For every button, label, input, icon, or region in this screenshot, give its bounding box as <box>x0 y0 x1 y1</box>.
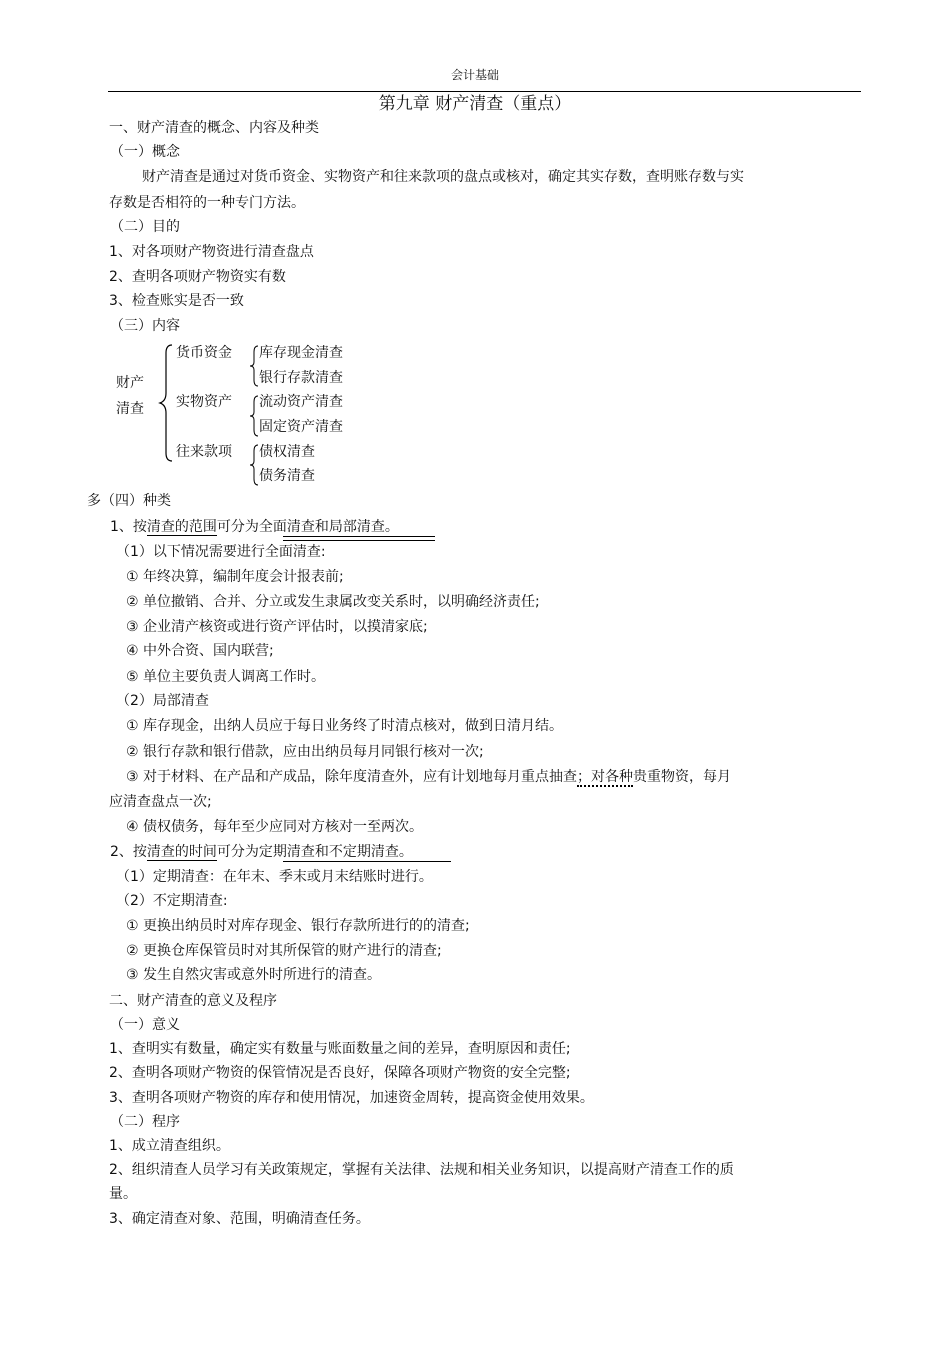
list-item: ④ 中外合资、国内联营; <box>126 643 274 659</box>
subsection-heading: 多（四）种类 <box>87 493 171 509</box>
list-item: ③ 发生自然灾害或意外时所进行的清查。 <box>126 967 381 983</box>
underlined-text: 清查的范围 <box>146 519 217 535</box>
list-item: ③ 企业清产核资或进行资产评估时，以摸清家底; <box>126 619 428 635</box>
list-item-cont: 量。 <box>109 1186 137 1202</box>
diagram-leaf: 债务清查 <box>259 468 315 484</box>
list-item: ④ 债权债务，每年至少应同对方核对一至两次。 <box>126 819 423 835</box>
text-span: 清查和不定期清查。 <box>286 844 413 860</box>
subsection-heading: （二）目的 <box>110 219 180 235</box>
header-rule <box>108 91 861 92</box>
subsection-heading: （一）概念 <box>110 144 180 160</box>
diagram-leaf: 债权清查 <box>259 444 315 460</box>
left-brace-icon <box>249 443 259 487</box>
double-underline <box>283 536 435 541</box>
diagram-root-label: 清查 <box>116 401 144 417</box>
underline <box>283 861 451 862</box>
subitem-heading: （2）局部清查 <box>116 693 209 709</box>
section-heading: 二、财产清查的意义及程序 <box>109 993 277 1009</box>
diagram-category: 往来款项 <box>176 444 232 460</box>
diagram-leaf: 固定资产清查 <box>259 419 343 435</box>
subsection-heading: （二）程序 <box>110 1114 180 1130</box>
list-item: ② 银行存款和银行借款，应由出纳员每月同银行核对一次; <box>126 744 484 760</box>
left-brace-icon <box>249 394 259 438</box>
subitem-heading: （1）以下情况需要进行全面清查: <box>116 544 326 560</box>
underlined-text: 清查的时间 <box>146 844 217 860</box>
left-brace-icon <box>158 343 174 463</box>
classification-line <box>110 518 399 536</box>
diagram-root-label: 财产 <box>116 375 144 391</box>
diagram-category: 实物资产 <box>176 394 232 410</box>
list-item: 3、检查账实是否一致 <box>109 293 244 309</box>
text-span: ③ 对于材料、在产品和产成品，除年度清查外，应有计划地每月重点抽查 <box>126 769 577 785</box>
list-item: 3、查明各项财产物资的库存和使用情况，加速资金周转，提高资金使用效果。 <box>109 1090 594 1106</box>
list-item: 3、确定清查对象、范围，明确清查任务。 <box>109 1211 370 1227</box>
left-brace-icon <box>249 344 259 388</box>
dotted-underlined-text: ；对各种 <box>577 769 633 785</box>
subsection-heading: （三）内容 <box>110 318 180 334</box>
concept-text-cont: 存数是否相符的一种专门方法。 <box>109 195 305 211</box>
page-header: 会计基础 <box>450 68 499 82</box>
diagram-leaf: 库存现金清查 <box>259 345 343 361</box>
diagram-leaf: 银行存款清查 <box>259 370 343 386</box>
list-item: 1、查明实有数量，确定实有数量与账面数量之间的差异，查明原因和责任; <box>109 1041 571 1057</box>
list-item: ⑤ 单位主要负责人调离工作时。 <box>126 669 326 685</box>
list-item: 1、对各项财产物资进行清查盘点 <box>109 244 314 260</box>
list-item: ② 更换仓库保管员时对其所保管的财产进行的清查; <box>126 943 442 959</box>
text-span: 分为全 <box>230 519 273 535</box>
diagram-category: 货币资金 <box>176 345 232 361</box>
text-span: 可 <box>216 844 231 860</box>
list-item <box>126 768 731 786</box>
text-span: 贵重物资，每月 <box>633 769 731 785</box>
list-item-cont: 应清查盘点一次; <box>109 794 212 810</box>
concept-text: 财产清查是通过对货币资金、实物资产和往来款项的盘点或核对，确定其实存数，查明账存数与实 <box>142 169 744 185</box>
text-span: 分为定期 <box>230 844 287 860</box>
diagram-leaf: 流动资产清查 <box>259 394 343 410</box>
section-heading: 一、财产清查的概念、内容及种类 <box>109 120 319 136</box>
list-item: ① 年终决算，编制年度会计报表前; <box>126 569 344 585</box>
text-span: 可 <box>216 519 231 535</box>
text-span: 1、按 <box>110 519 147 535</box>
list-item: 2、组织清查人员学习有关政策规定，掌握有关法律、法规和相关业务知识，以提高财产清查工作的质 <box>109 1162 734 1178</box>
subitem-heading: （2）不定期清查: <box>116 893 228 909</box>
list-item: ① 更换出纳员时对库存现金、银行存款所进行的的清查; <box>126 918 470 934</box>
list-item: 2、查明各项财产物资的保管情况是否良好，保障各项财产物资的安全完整; <box>109 1065 571 1081</box>
list-item: 1、成立清查组织。 <box>109 1138 230 1154</box>
subitem-heading: （1）定期清查：在年末、季末或月末结账时进行。 <box>116 869 433 885</box>
chapter-title: 第九章 财产清查（重点） <box>378 94 572 114</box>
subsection-heading: （一）意义 <box>110 1017 180 1033</box>
list-item: 2、查明各项财产物资实有数 <box>109 269 286 285</box>
text-span: 面清查和局部清查。 <box>272 519 399 535</box>
classification-line <box>110 843 413 861</box>
list-item: ② 单位撤销、合并、分立或发生隶属改变关系时，以明确经济责任; <box>126 594 540 610</box>
list-item: ① 库存现金，出纳人员应于每日业务终了时清点核对，做到日清月结。 <box>126 718 563 734</box>
text-span: 2、按 <box>110 844 147 860</box>
